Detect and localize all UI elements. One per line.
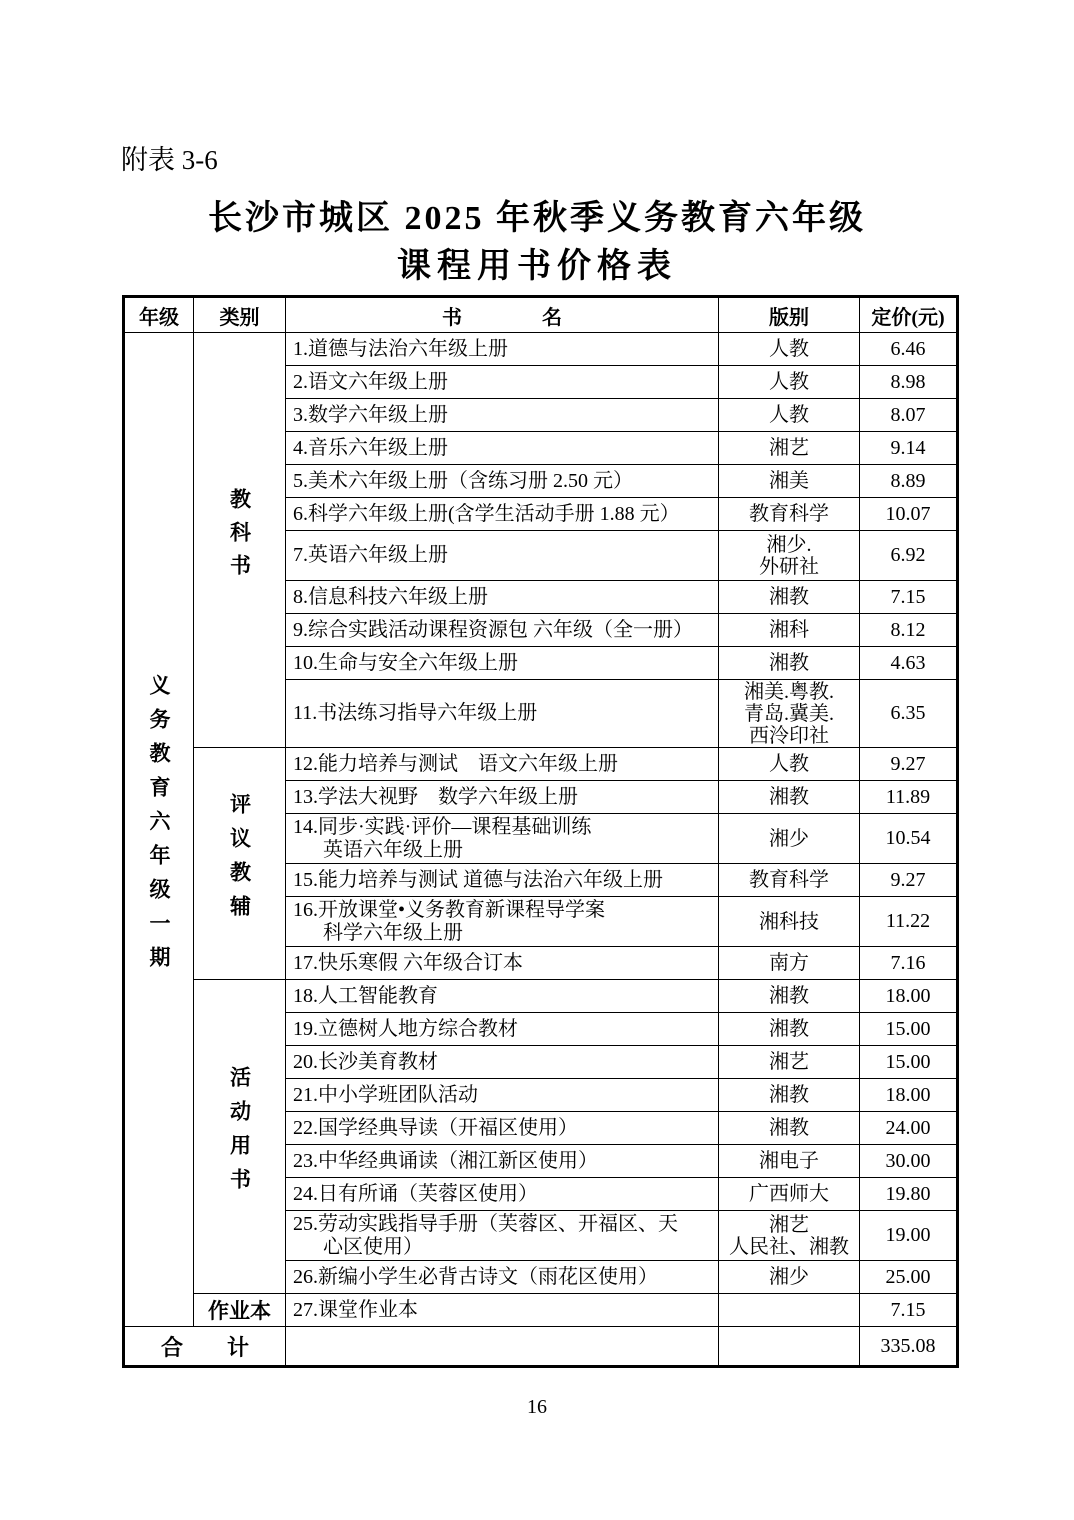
publisher-cell: 人教 xyxy=(719,366,860,399)
price-cell: 18.00 xyxy=(860,1079,958,1112)
book-name-line: 心区使用） xyxy=(323,1235,423,1258)
book-name-cell xyxy=(286,814,719,864)
publisher-cell xyxy=(719,680,860,748)
price-cell: 6.35 xyxy=(860,680,958,748)
price-cell: 8.98 xyxy=(860,366,958,399)
book-name-cell: 22.国学经典导读（开福区使用） xyxy=(286,1112,719,1145)
publisher-line: 青岛.冀美. xyxy=(744,702,834,725)
book-name-line: 英语六年级上册 xyxy=(323,838,463,861)
publisher-cell: 湘电子 xyxy=(719,1145,860,1178)
book-name-cell: 20.长沙美育教材 xyxy=(286,1046,719,1079)
publisher-line: 人民社、湘教 xyxy=(729,1235,849,1258)
price-cell: 11.22 xyxy=(860,897,958,947)
grade-label: 义务教育六年级一期 xyxy=(147,674,171,980)
book-name-cell: 5.美术六年级上册（含练习册 2.50 元） xyxy=(286,465,719,498)
book-name-cell: 17.快乐寒假 六年级合订本 xyxy=(286,947,719,980)
page-number: 16 xyxy=(527,1396,547,1418)
book-name-cell: 10.生命与安全六年级上册 xyxy=(286,647,719,680)
category-label-activity-books: 活动用书 xyxy=(227,1066,252,1202)
publisher-cell: 人教 xyxy=(719,399,860,432)
price-cell: 6.92 xyxy=(860,531,958,581)
book-name-cell: 24.日有所诵（芙蓉区使用） xyxy=(286,1178,719,1211)
book-name-line: 16.开放课堂•义务教育新课程导学案 xyxy=(293,898,606,921)
book-name-cell: 4.音乐六年级上册 xyxy=(286,432,719,465)
book-name-cell: 2.语文六年级上册 xyxy=(286,366,719,399)
price-cell: 8.89 xyxy=(860,465,958,498)
publisher-cell: 湘教 xyxy=(719,1079,860,1112)
total-publisher-cell-empty xyxy=(719,1327,860,1367)
book-name-cell xyxy=(286,1211,719,1261)
price-cell: 8.12 xyxy=(860,614,958,647)
price-cell: 10.54 xyxy=(860,814,958,864)
book-name-cell: 6.科学六年级上册(含学生活动手册 1.88 元） xyxy=(286,498,719,531)
table-row xyxy=(124,748,958,781)
price-cell: 9.14 xyxy=(860,432,958,465)
column-header-price: 定价(元) xyxy=(860,297,958,333)
book-name-cell: 18.人工智能教育 xyxy=(286,980,719,1013)
book-name-line: 25.劳动实践指导手册（芙蓉区、开福区、天 xyxy=(293,1212,678,1235)
total-row xyxy=(124,1327,958,1367)
publisher-line: 湘艺 xyxy=(769,1213,809,1236)
price-cell: 7.15 xyxy=(860,581,958,614)
publisher-cell xyxy=(719,531,860,581)
table-row xyxy=(124,980,958,1013)
book-name-cell: 21.中小学班团队活动 xyxy=(286,1079,719,1112)
publisher-cell: 人教 xyxy=(719,333,860,366)
column-header-grade: 年级 xyxy=(124,297,194,333)
book-name-cell xyxy=(286,897,719,947)
publisher-cell: 人教 xyxy=(719,748,860,781)
publisher-cell: 湘少 xyxy=(719,1261,860,1294)
publisher-cell: 湘教 xyxy=(719,980,860,1013)
publisher-cell: 湘科技 xyxy=(719,897,860,947)
category-cell-workbook xyxy=(194,1294,286,1327)
price-cell: 7.15 xyxy=(860,1294,958,1327)
price-cell: 25.00 xyxy=(860,1261,958,1294)
table-header-row xyxy=(124,297,958,333)
publisher-cell: 湘艺 xyxy=(719,432,860,465)
publisher-cell: 湘教 xyxy=(719,647,860,680)
price-cell: 9.27 xyxy=(860,864,958,897)
book-name-cell: 8.信息科技六年级上册 xyxy=(286,581,719,614)
book-name-cell: 27.课堂作业本 xyxy=(286,1294,719,1327)
publisher-cell: 南方 xyxy=(719,947,860,980)
table-row xyxy=(124,1294,958,1327)
category-label-review-aids: 评议教辅 xyxy=(227,793,252,929)
price-cell: 15.00 xyxy=(860,1013,958,1046)
price-cell: 8.07 xyxy=(860,399,958,432)
price-cell: 11.89 xyxy=(860,781,958,814)
category-cell-textbook xyxy=(194,333,286,748)
book-name-cell: 7.英语六年级上册 xyxy=(286,531,719,581)
price-cell: 10.07 xyxy=(860,498,958,531)
book-name-cell: 3.数学六年级上册 xyxy=(286,399,719,432)
book-name-cell: 13.学法大视野 数学六年级上册 xyxy=(286,781,719,814)
document-title-line1: 长沙市城区 2025 年秋季义务教育六年级 xyxy=(208,200,866,237)
grade-cell xyxy=(124,333,194,1327)
book-name-cell: 1.道德与法治六年级上册 xyxy=(286,333,719,366)
price-cell: 15.00 xyxy=(860,1046,958,1079)
category-label-workbook: 作业本 xyxy=(208,1299,271,1323)
price-cell: 4.63 xyxy=(860,647,958,680)
total-price: 335.08 xyxy=(860,1327,958,1367)
price-cell: 9.27 xyxy=(860,748,958,781)
publisher-line: 外研社 xyxy=(759,555,819,578)
price-cell: 7.16 xyxy=(860,947,958,980)
publisher-cell xyxy=(719,1211,860,1261)
publisher-cell: 湘科 xyxy=(719,614,860,647)
publisher-cell: 广西师大 xyxy=(719,1178,860,1211)
book-name-cell: 26.新编小学生必背古诗文（雨花区使用） xyxy=(286,1261,719,1294)
book-name-cell: 12.能力培养与测试 语文六年级上册 xyxy=(286,748,719,781)
category-cell-review-aids xyxy=(194,748,286,980)
category-cell-activity-books xyxy=(194,980,286,1294)
publisher-cell: 湘少 xyxy=(719,814,860,864)
price-cell: 19.00 xyxy=(860,1211,958,1261)
book-name-cell: 15.能力培养与测试 道德与法治六年级上册 xyxy=(286,864,719,897)
publisher-line: 湘少. xyxy=(766,533,812,556)
publisher-cell: 湘艺 xyxy=(719,1046,860,1079)
price-cell: 6.46 xyxy=(860,333,958,366)
total-label: 合 计 xyxy=(124,1327,286,1367)
category-label-textbook: 教科书 xyxy=(227,488,252,587)
publisher-cell: 湘教 xyxy=(719,781,860,814)
column-header-book: 书 名 xyxy=(286,297,719,333)
price-cell: 18.00 xyxy=(860,980,958,1013)
column-header-category: 类别 xyxy=(194,297,286,333)
publisher-cell: 教育科学 xyxy=(719,864,860,897)
book-name-cell: 9.综合实践活动课程资源包 六年级（全一册） xyxy=(286,614,719,647)
total-book-cell-empty xyxy=(286,1327,719,1367)
publisher-cell: 湘教 xyxy=(719,1013,860,1046)
publisher-cell xyxy=(719,1294,860,1327)
book-name-cell: 23.中华经典诵读（湘江新区使用） xyxy=(286,1145,719,1178)
publisher-cell: 湘教 xyxy=(719,1112,860,1145)
appendix-label: 附表 3-6 xyxy=(121,145,218,175)
document-title-line2: 课程用书价格表 xyxy=(397,248,677,285)
publisher-line: 湘美.粤教. xyxy=(744,680,834,703)
book-name-line: 14.同步·实践·评价—课程基础训练 xyxy=(293,815,592,838)
publisher-cell: 湘美 xyxy=(719,465,860,498)
price-cell: 30.00 xyxy=(860,1145,958,1178)
publisher-cell: 教育科学 xyxy=(719,498,860,531)
table-row xyxy=(124,333,958,366)
book-name-cell: 19.立德树人地方综合教材 xyxy=(286,1013,719,1046)
book-name-cell: 11.书法练习指导六年级上册 xyxy=(286,680,719,748)
price-cell: 19.80 xyxy=(860,1178,958,1211)
book-name-line: 科学六年级上册 xyxy=(323,921,463,944)
publisher-line: 西泠印社 xyxy=(749,724,829,747)
column-header-publisher: 版别 xyxy=(719,297,860,333)
price-cell: 24.00 xyxy=(860,1112,958,1145)
publisher-cell: 湘教 xyxy=(719,581,860,614)
price-table xyxy=(122,295,959,1368)
